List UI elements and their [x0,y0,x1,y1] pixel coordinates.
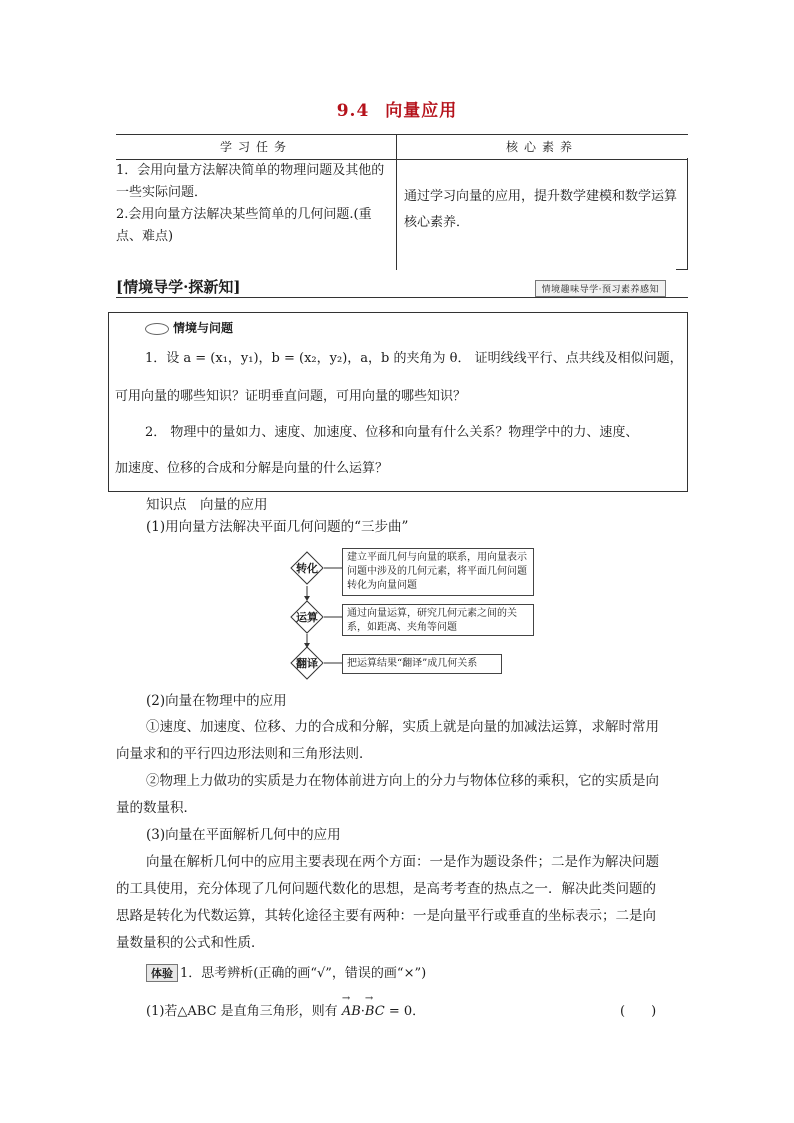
eye-icon [145,323,169,335]
section-tag: 情境趣味导学·预习素养感知 [535,280,666,297]
practice-question-1 [146,1000,425,1019]
step-transform-desc: 建立平面几何与向量的联系，用向量表示问题中涉及的几何元素，将平面几何问题转化为向量问题 [342,548,534,596]
situation-heading [145,319,233,336]
physics-point-1-line-1: ①速度、加速度、位移、力的合成和分解，实质上就是向量的加减法运算，求解时常用 [146,719,659,735]
objectives-table [116,134,688,270]
header-learning-tasks: 学习任务 [116,134,396,160]
task-1: 1．会用向量方法解决简单的物理问题及其他的一些实际问题． [116,163,385,200]
step-transform-label: 转化 [296,562,318,575]
physics-point-2-line-2: 量的数量积． [116,800,197,816]
question-1-suffix: = 0． [388,1004,426,1019]
knowledge-item-3: (3)向量在平面解析几何中的应用 [146,827,341,843]
question-1-prefix: (1)若△ABC 是直角三角形，则有 [146,1004,338,1019]
situation-heading-text: 情境与问题 [173,321,234,335]
step-translate-node [290,646,324,680]
analytic-geometry-line-3: 思路是转化为代数运算，其转化途径主要有两种：一是向量平行或垂直的坐标表示；二是向 [116,908,656,924]
analytic-geometry-line-1: 向量在解析几何中的应用主要表现在两个方面：一是作为题设条件；二是作为解决问题 [146,854,659,870]
analytic-geometry-line-2: 的工具使用，充分体现了几何问题代数化的思想，是高考考查的热点之一．解决此类问题的 [116,881,656,897]
vector-ab: → AB [342,1004,361,1019]
knowledge-point: 知识点 向量的应用 [146,497,268,513]
step-translate-desc: 把运算结果“翻译”成几何关系 [342,654,502,674]
task-2: 2.会用向量方法解决某些简单的几何问题.(重点、难点) [116,207,372,244]
learning-tasks-cell [116,160,392,248]
section-number: 9.4 [336,101,370,121]
section-header [116,276,688,298]
page-title [0,96,794,121]
section-rule [116,297,688,298]
three-step-flowchart [284,546,536,674]
question-2-line-2: 加速度、位移的合成和分解是向量的什么运算？ [115,461,389,476]
dot-operator: · [360,1004,365,1019]
answer-parentheses: ( ) [620,1004,657,1019]
table-right-border [687,158,688,270]
physics-point-2-line-1: ②物理上力做功的实质是力在物体前进方向上的分力与物体位移的乘积，它的实质是向 [146,773,659,789]
situation-box [108,312,688,492]
step-compute-desc: 通过向量运算，研究几何元素之间的关系，如距离、夹角等问题 [342,604,534,636]
core-literacy-cell: 通过学习向量的应用，提升数学建模和数学运算核心素养． [404,189,678,230]
section-label: [情境导学·探新知] [116,278,241,296]
knowledge-item-2: (2)向量在物理中的应用 [146,693,287,709]
analytic-geometry-line-4: 量数量积的公式和性质． [116,935,265,951]
vector-bc: → BC [365,1004,385,1019]
physics-point-1-line-2: 向量求和的平行四边形法则和三角形法则． [116,746,373,762]
step-transform-node [290,551,324,585]
step-compute-label: 运算 [296,611,318,624]
header-core-literacy: 核心素养 [396,134,688,160]
practice-badge: 体验 [146,964,178,982]
section-title: 向量应用 [385,101,458,121]
question-2-line-1: 2． 物理中的量如力、速度、加速度、位移和向量有什么关系？物理学中的力、速度、 [145,425,639,440]
question-1-line-1: 1．设 a = (x₁，y₁)，b = (x₂，y₂)，a，b 的夹角为 θ． 证明线线平行、点共线及相似问题， [145,351,683,366]
step-compute-node [290,600,324,634]
practice-instruction: 1．思考辨析(正确的画“√”，错误的画“×”) [180,966,427,981]
question-1-line-2: 可用向量的哪些知识？证明垂直问题，可用向量的哪些知识？ [115,389,467,404]
table-divider [396,134,397,270]
practice-heading [146,962,426,982]
table-bottom-corner [676,269,688,270]
knowledge-item-1: (1)用向量方法解决平面几何问题的“三步曲” [146,519,409,535]
step-translate-label: 翻译 [296,657,318,670]
